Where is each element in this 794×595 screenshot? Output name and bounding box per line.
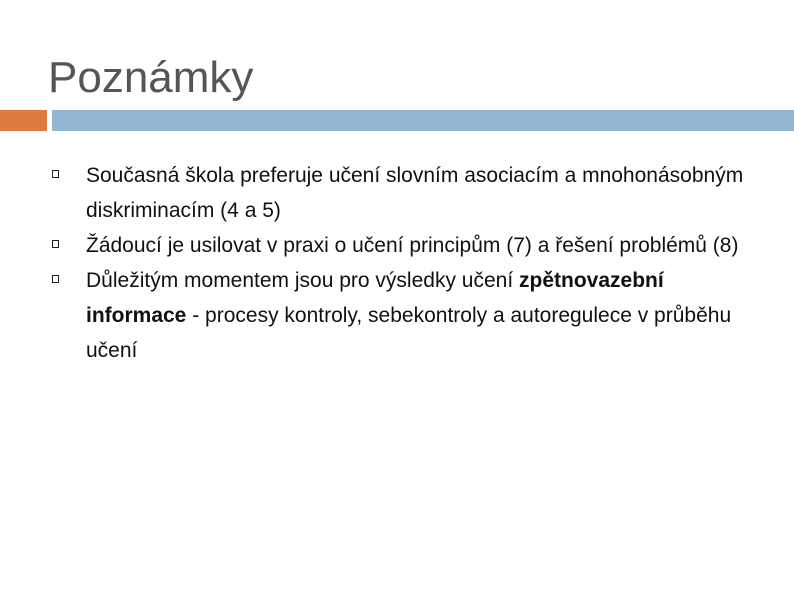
bullet-text-emphasis: zpětnovazební informace	[86, 269, 664, 327]
square-bullet-icon	[52, 240, 59, 248]
bullet-text: Současná škola preferuje učení slovním asociacím a mnohonásobným diskriminacím (4 a 5)	[86, 164, 744, 222]
title-divider-bar	[52, 110, 794, 131]
slide-title: Poznámky	[48, 53, 254, 102]
title-accent-bar	[0, 110, 47, 131]
bullet-list	[52, 158, 752, 368]
bullet-text: Žádoucí je usilovat v praxi o učení principům (7) a řešení problémů (8)	[86, 234, 739, 257]
square-bullet-icon	[52, 170, 59, 178]
bullet-item-2	[52, 228, 752, 263]
bullet-item-1	[52, 158, 752, 228]
bullet-item-3	[52, 263, 752, 368]
bullet-text-after: - procesy kontroly, sebekontroly a autoregulece v průběhu učení	[86, 304, 732, 362]
square-bullet-icon	[52, 275, 59, 283]
bullet-text-before: Důležitým momentem jsou pro výsledky učení	[86, 269, 519, 292]
